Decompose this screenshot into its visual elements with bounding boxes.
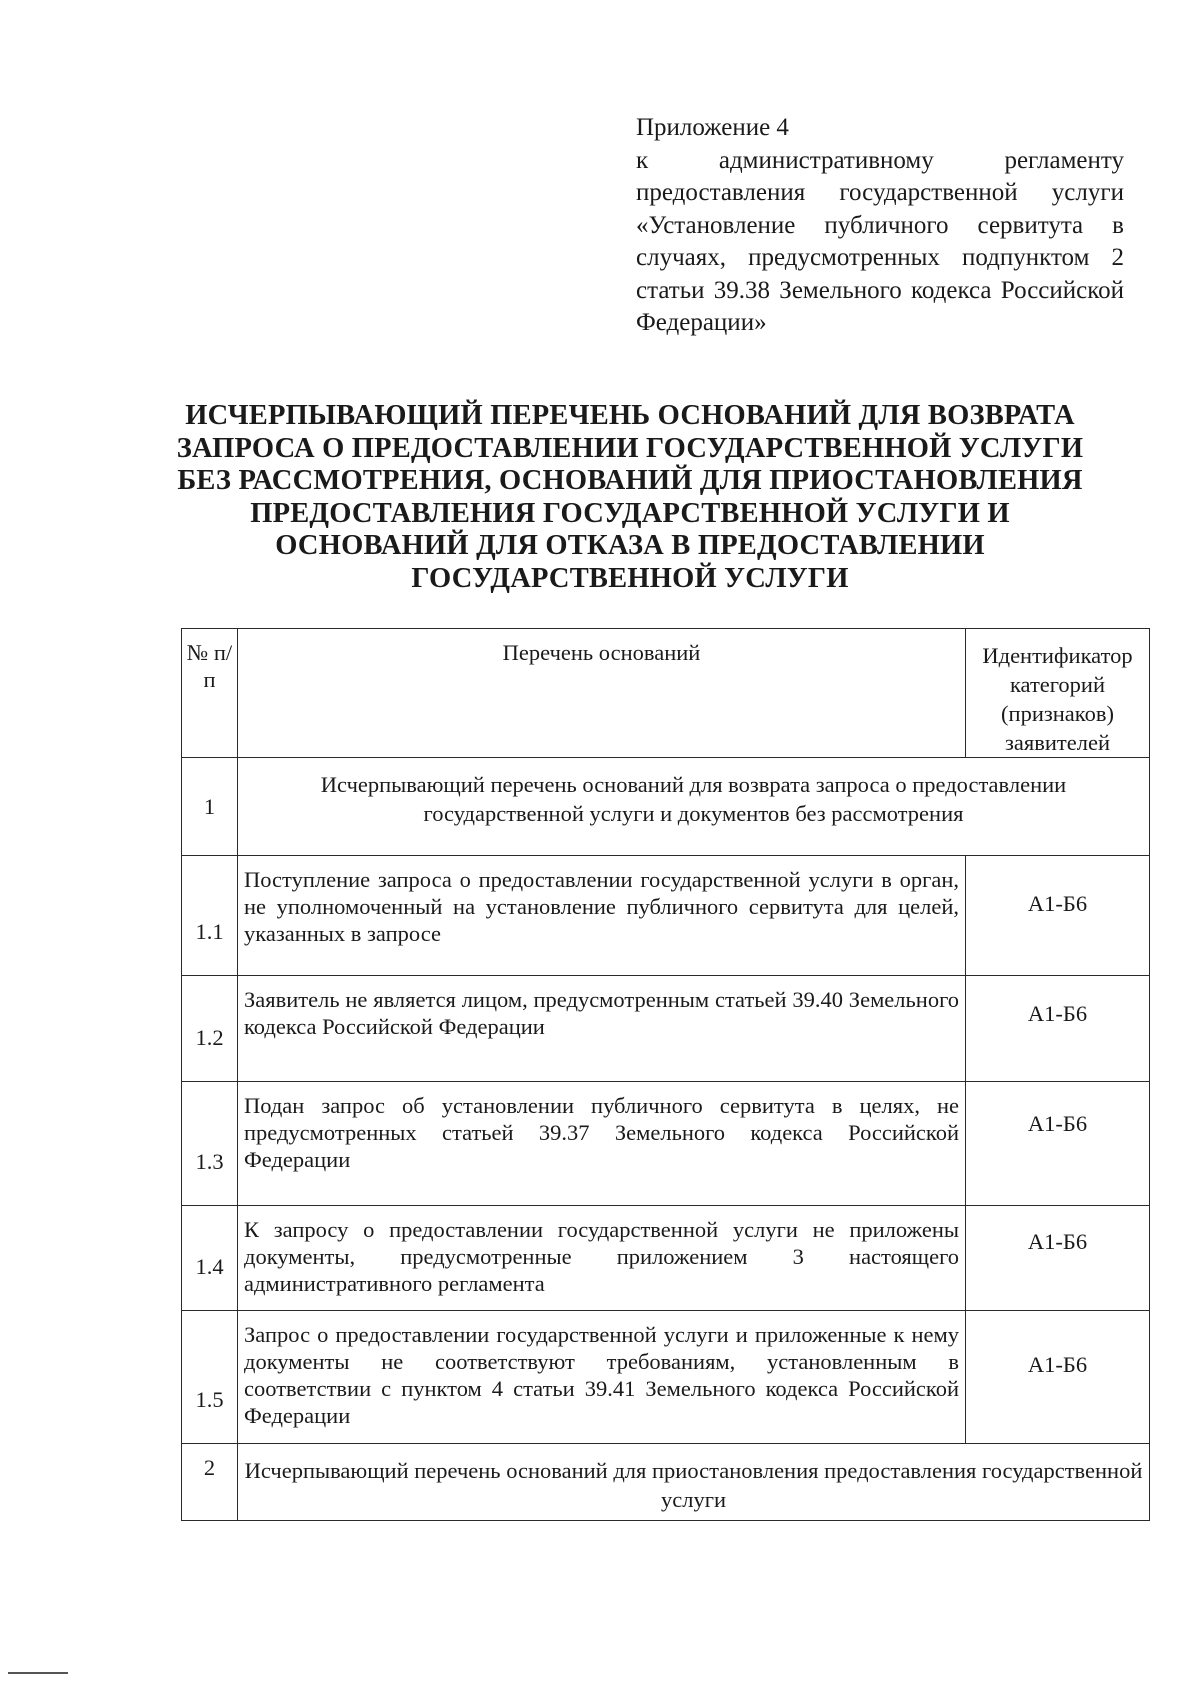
row-number: 1.1: [182, 856, 238, 976]
row-number: 1.2: [182, 976, 238, 1082]
header-number: № п/п: [182, 629, 238, 758]
row-number: 1.3: [182, 1082, 238, 1206]
grounds-table: [181, 628, 1150, 1521]
row-code: А1-Б6: [966, 856, 1150, 976]
table-row: [182, 976, 1150, 1082]
section-number: 2: [182, 1444, 238, 1521]
title-line: ЗАПРОСА О ПРЕДОСТАВЛЕНИИ ГОСУДАРСТВЕННОЙ УСЛУГИ: [176, 432, 1084, 464]
row-code: А1-Б6: [966, 1311, 1150, 1444]
document-title: [150, 400, 1110, 595]
header-grounds: Перечень оснований: [238, 629, 966, 758]
title-line: БЕЗ РАССМОТРЕНИЯ, ОСНОВАНИЙ ДЛЯ ПРИОСТАНОВЛЕНИЯ: [177, 465, 1083, 496]
row-text: Запрос о предоставлении государственной услуги и приложенные к нему документы не соответствуют требованиям, установленным в соответствии с пунктом 4 статьи 39.41 Земельного кодекса Российской Федерации: [238, 1311, 966, 1444]
row-code: А1-Б6: [966, 1206, 1150, 1311]
section-title: Исчерпывающий перечень оснований для возврата запроса о предоставлении государственной услуги и документов без рассмотрения: [238, 758, 1150, 856]
title-line: ПРЕДОСТАВЛЕНИЯ ГОСУДАРСТВЕННОЙ УСЛУГИ И: [250, 497, 1010, 529]
row-code: А1-Б6: [966, 1082, 1150, 1206]
appendix-label: Приложение 4: [636, 114, 789, 141]
header-identifier: Идентификатор категорий (признаков) заявителей: [966, 629, 1150, 758]
section-number: 1: [182, 758, 238, 856]
row-text: Подан запрос об установлении публичного сервитута в целях, не предусмотренных статьей 39.37 Земельного кодекса Российской Федерации: [238, 1082, 966, 1206]
table-header-row: [182, 629, 1150, 758]
section-row: [182, 1444, 1150, 1521]
row-text: Заявитель не является лицом, предусмотренным статьей 39.40 Земельного кодекса Российской Федерации: [238, 976, 966, 1082]
title-line: ГОСУДАРСТВЕННОЙ УСЛУГИ: [411, 562, 849, 594]
row-text: К запросу о предоставлении государственной услуги не приложены документы, предусмотренные приложением 3 настоящего административного регламента: [238, 1206, 966, 1311]
title-line: ОСНОВАНИЙ ДЛЯ ОТКАЗА В ПРЕДОСТАВЛЕНИИ: [275, 530, 985, 561]
table-row: [182, 1082, 1150, 1206]
table-row: [182, 856, 1150, 976]
appendix-block: [636, 112, 1124, 340]
row-number: 1.5: [182, 1311, 238, 1444]
table-row: [182, 1311, 1150, 1444]
appendix-text: к административному регламенту предоставления государственной услуги «Установление публичного сервитута в случаях, предусмотренных подпунктом 2 статьи 39.38 Земельного кодекса Российской Федерации»: [636, 146, 1124, 336]
title-line: ИСЧЕРПЫВАЮЩИЙ ПЕРЕЧЕНЬ ОСНОВАНИЙ ДЛЯ ВОЗВРАТА: [185, 400, 1075, 431]
section-title: Исчерпывающий перечень оснований для приостановления предоставления государственной услуги: [238, 1444, 1150, 1521]
row-text: Поступление запроса о предоставлении государственной услуги в орган, не уполномоченный на установление публичного сервитута для целей, указанных в запросе: [238, 856, 966, 976]
row-code: А1-Б6: [966, 976, 1150, 1082]
section-row: [182, 758, 1150, 856]
table-row: [182, 1206, 1150, 1311]
row-number: 1.4: [182, 1206, 238, 1311]
scan-artifact: [8, 1672, 68, 1674]
